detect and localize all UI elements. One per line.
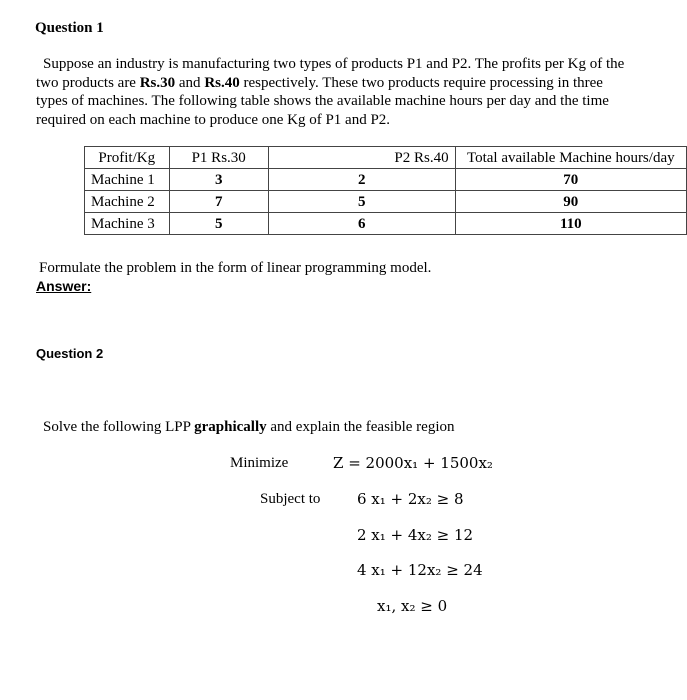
cell-p1: 7: [169, 191, 268, 213]
question-1-heading: Question 1: [35, 20, 104, 36]
cell-total: 90: [455, 191, 686, 213]
table-row: [85, 191, 687, 213]
minimize-label: Minimize: [230, 455, 289, 471]
formulate-instruction: Formulate the problem in the form of linear programming model.: [39, 260, 432, 276]
cell-total: 70: [455, 169, 686, 191]
table-header-row: [85, 147, 687, 169]
header-total-hours: Total available Machine hours/day: [455, 147, 686, 169]
cell-p2: 5: [268, 191, 455, 213]
intro-text-pre: Solve the following LPP: [43, 419, 195, 435]
question-1-paragraph: [36, 55, 676, 129]
profit-p2-bold: Rs.40: [204, 74, 240, 91]
paragraph-line-3: types of machines. The following table shows the available machine hours per day and the time: [36, 93, 609, 109]
row-label: Machine 2: [85, 191, 170, 213]
machine-hours-table: [84, 146, 687, 235]
question-2-intro: [43, 418, 455, 437]
constraint-2: 2 x₁ + 4x₂ ≥ 12: [357, 526, 474, 544]
paragraph-line-4: required on each machine to produce one Kg of P1 and P2.: [36, 111, 391, 128]
header-profit-kg: Profit/Kg: [85, 147, 170, 169]
line2-text-mid: and: [175, 74, 205, 91]
answer-label: Answer:: [36, 278, 92, 294]
line2-text-pre: two products are: [36, 74, 140, 91]
row-label: Machine 3: [85, 213, 170, 235]
paragraph-line-2: [36, 74, 676, 93]
objective-function: Z = 2000x₁ + 1500x₂: [333, 454, 493, 472]
cell-total: 110: [455, 213, 686, 235]
table-row: [85, 169, 687, 191]
cell-p2: 2: [268, 169, 455, 191]
subject-to-label: Subject to: [260, 491, 321, 507]
row-label: Machine 1: [85, 169, 170, 191]
profit-p1-bold: Rs.30: [139, 74, 176, 91]
question-2-heading: Question 2: [36, 346, 104, 361]
cell-p1: 5: [169, 213, 268, 235]
non-negativity-constraint: x₁, x₂ ≥ 0: [377, 597, 448, 615]
cell-p2: 6: [268, 213, 455, 235]
line2-text-post: respectively. These two products require processing in three: [239, 74, 603, 91]
intro-text-post: and explain the feasible region: [266, 419, 455, 435]
header-p2: P2 Rs.40: [268, 147, 455, 169]
paragraph-line-1: Suppose an industry is manufacturing two types of products P1 and P2. The profits per Kg of the: [43, 56, 625, 72]
cell-p1: 3: [169, 169, 268, 191]
table-row: [85, 213, 687, 235]
header-p1: P1 Rs.30: [169, 147, 268, 169]
constraint-3: 4 x₁ + 12x₂ ≥ 24: [357, 561, 483, 579]
intro-bold: graphically: [194, 419, 267, 435]
constraint-1: 6 x₁ + 2x₂ ≥ 8: [357, 490, 464, 508]
